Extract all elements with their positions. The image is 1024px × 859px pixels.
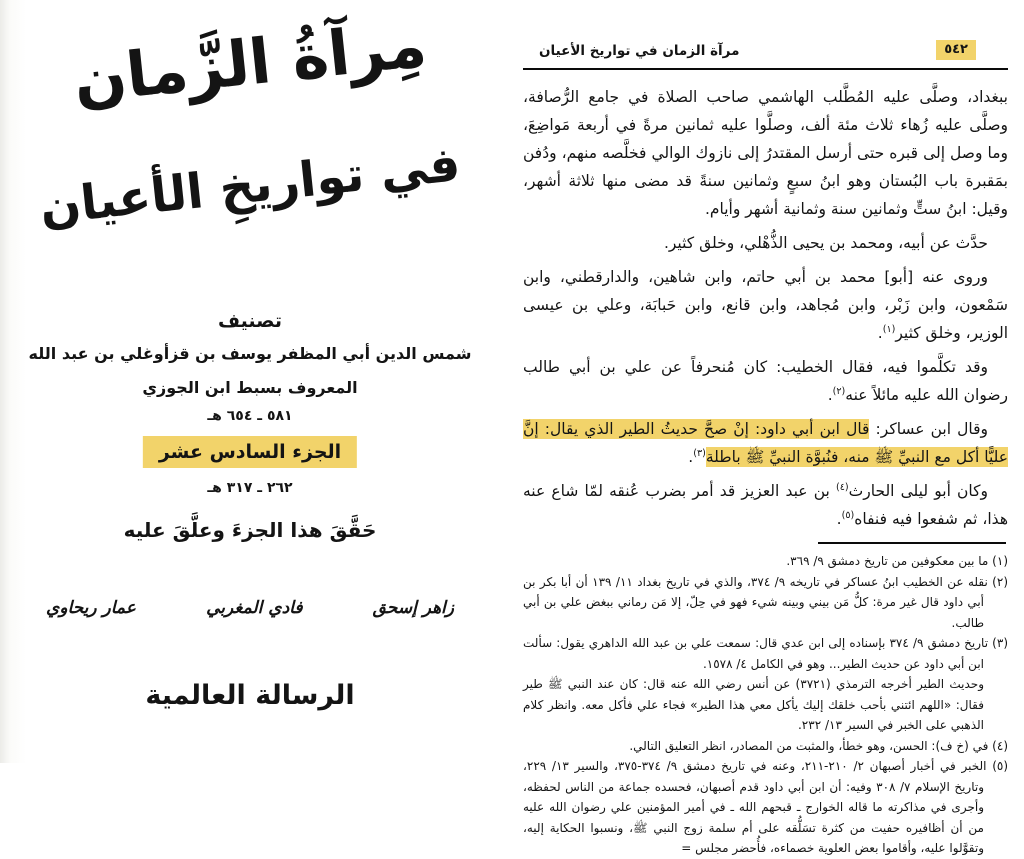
text-run: وقال ابن عساكر: — [869, 420, 988, 438]
highlighted-text: قال ابن أبي داود: إنْ صحَّ حديثُ الطير الذي يقال: إنَّ عليًّا أكل مع النبيِّ ﷺ منه، فنُبوَّة النبيِّ ﷺ باطلة — [523, 420, 1008, 466]
paragraph — [523, 353, 1008, 409]
footnote-separator — [818, 542, 1006, 544]
paragraph — [523, 263, 1008, 347]
text-run: ببغداد، وصلَّى عليه المُطَّلب الهاشمي صاحب الصلاة في جامع الرُّصافة، وصلَّى عليه زُهاء ثلاث مئة ألف، وصلَّوا عليه ثمانين مرةً في أربعة مَواضِعَ، وما وصل إلى قبره حتى أرسل المقتدرُ إلى نازوك الوالي فخلَّصه منهم، ودُفن بمَقبرة باب البُستان وهو ابنُ سبعٍ وثمانين سنةً قد مضى منها ثلاثة أشهر، وقيل: ابنُ ستٍّ وثمانين سنة وثمانية أشهر وأيام. — [523, 88, 1008, 218]
paragraph — [523, 415, 1008, 471]
book-title-calligraphy-line1: مِرآةُ الزَّمان — [70, 7, 430, 118]
footnote-ref: (٣) — [693, 447, 706, 459]
text-run: . — [827, 386, 833, 404]
footnote-ref: (١) — [882, 323, 896, 335]
paragraph — [523, 477, 1008, 533]
page-number-badge: ٥٤٢ — [936, 40, 976, 60]
footnotes — [523, 551, 1008, 859]
title-page — [0, 0, 500, 763]
running-header-title: مرآة الزمان في تواريخ الأعيان — [539, 43, 740, 59]
footnote: (١) ما بين معكوفين من تاريخ دمشق ٩/ ٣٦٩. — [786, 554, 1008, 568]
text-run: . — [688, 448, 694, 466]
volume-highlight-badge: الجزء السادس عشر — [143, 436, 357, 468]
text-run: وكان أبو ليلى الحارث — [848, 482, 988, 500]
footnote: (٤) في (خ ف): الحسن، وهو خطأ، والمثبت من المصادر، انظر التعليق التالي. — [629, 738, 1008, 753]
paragraph — [523, 229, 1008, 257]
footnote-ref: (٥) — [841, 509, 855, 521]
text-run: . — [836, 510, 842, 528]
footnote: (٥) الخبر في أخبار أصبهان ٢/ ٢١٠-٢١١، وعنه في تاريخ دمشق ٩/ ٣٧٤-٣٧٥، والسير ١٣/ ٢٢٩، وتاريخ الإسلام ٧/ ٣٠٨ وفيه: أن ابن أبي داود قدم أصبهان، فحسده جماعة من الناس لحفظه، وأجرى في مذاكرته ما قاله الخوارج ـ قبحهم الله ـ في أمير المؤمنين علي رضوان الله عليه من أن أظافيره حفيت من كثرة تسَلُّقه على أم سلمة زوج النبي ﷺ، ونسبوا الحكاية إليه، وتقوَّلوا عليه، وأقاموا بعض العلوية خصماءه، فأُحضر مجلس = — [523, 759, 1009, 855]
text-run: بن عبد العزيز قد أمر بضرب عُنقه لمّا شاع عنه هذا، ثم شفعوا فيه فنفاه — [523, 482, 1008, 528]
header-rule — [523, 68, 1008, 70]
editors-row — [0, 598, 500, 618]
footnote-ref: (٢) — [832, 385, 846, 397]
volume-coverage-dates: ٢٦٢ ـ ٣١٧ هـ — [207, 480, 293, 496]
author-name-line2: المعروف بسبط ابن الجوزي — [142, 378, 358, 397]
book-title-calligraphy-line2: في تواريخِ الأعيان — [37, 136, 463, 236]
tasnif-label: تصنيف — [218, 310, 282, 332]
text-run: وقد تكلَّموا فيه، فقال الخطيب: كان مُنحرفاً عن علي بن أبي طالب رضوان الله عليه مائلاً عنه — [523, 358, 1008, 404]
tahqiq-label: حَقَّقَ هذا الجزءَ وعلَّقَ عليه — [123, 518, 377, 542]
editor-name: زاهر إسحق — [372, 598, 454, 618]
editor-name: عمار ريحاوي — [46, 598, 136, 618]
running-header — [523, 40, 1008, 64]
author-dates: ٥٨١ ـ ٦٥٤ هـ — [207, 408, 293, 424]
footnote: (٣) تاريخ دمشق ٩/ ٣٧٤ بإسناده إلى ابن عدي قال: سمعت علي بن عبد الله الداهري يقول: سألت ابن أبي داود عن حديث الطير... وهو في الكامل ٤/ ١٥٧٨. — [523, 636, 1008, 671]
publisher-logo: الرسالة العالمية — [145, 680, 355, 711]
text-run: حدَّث عن أبيه، ومحمد بن يحيى الذُّهْلي، وخلق كثير. — [663, 234, 988, 252]
text-run: . — [877, 324, 883, 342]
author-name-line1: شمس الدين أبي المظفر يوسف بن قزأوغلي بن عبد الله — [28, 344, 472, 363]
editor-name: فادي المغربي — [206, 598, 303, 618]
body-text — [523, 83, 1008, 533]
text-page — [511, 0, 1024, 855]
paragraph — [523, 83, 1008, 223]
text-run: وروى عنه [أبو] محمد بن أبي حاتم، وابن شاهين، والدارقطني، وابن سَمْعون، وابن زَبْر، وابن مُجاهد، وابن قانع، وابن حَبابَة، وعلي بن عيسى الوزير، وخلق كثير — [523, 268, 1008, 342]
footnote: وحديث الطير أخرجه الترمذي (٣٧٢١) عن أنس رضي الله عنه قال: كان عند النبي ﷺ طير فقال: «اللهم ائتني بأحب خلقك إليك يأكل معي هذا الطير» فجاء علي فأكل معه. وانظر كلام الذهبي على الخبر في السير ١٣/ ٢٣٢. — [523, 677, 984, 732]
footnote-ref: (٤) — [835, 481, 849, 493]
footnote: (٢) نقله عن الخطيب ابنُ عساكر في تاريخه ٩/ ٣٧٤، والذي في تاريخ بغداد ١١/ ١٣٩ أن أبا بكر بن أبي داود قال غير مرة: كلُّ مَن بيني وبينه شيء فهو في حِلّ، إلا مَن رماني ببغض علي بن أبي طالب. — [523, 574, 1009, 630]
